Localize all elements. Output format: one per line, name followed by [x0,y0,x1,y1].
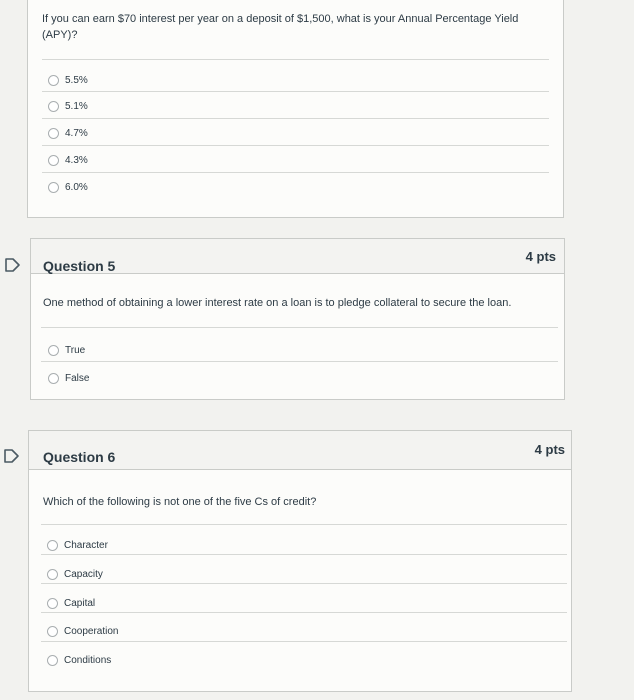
question-6-option-capacity[interactable] [47,569,103,580]
question-points: 4 pts [525,249,556,264]
question-title: Question 5 [43,258,116,274]
question-5-text: One method of obtaining a lower interest rate on a loan is to pledge collateral to secure the loan. [43,297,512,309]
option-label: Character [64,540,108,551]
option-label: 6.0% [65,182,88,193]
question-5-option-true[interactable] [48,345,85,356]
question-6-card [28,430,572,692]
question-4-option-2[interactable] [48,101,88,112]
question-6-option-conditions[interactable] [47,655,111,666]
question-4-divider [42,59,549,60]
radio-button[interactable] [47,655,58,666]
option-divider [41,554,567,555]
radio-button[interactable] [48,155,59,166]
option-label: 5.1% [65,101,88,112]
question-4-card [27,0,564,218]
question-4-option-5[interactable] [48,182,88,193]
question-title: Question 6 [43,449,116,465]
question-6-text: Which of the following is not one of the five Cs of credit? [43,496,317,508]
option-label: Cooperation [64,626,119,637]
option-label: True [65,345,86,356]
radio-button[interactable] [47,626,58,637]
radio-button[interactable] [47,598,58,609]
question-points: 4 pts [534,442,565,457]
question-6-option-character[interactable] [47,540,108,551]
question-5-option-false[interactable] [48,373,89,384]
option-label: 5.5% [65,75,88,86]
option-label: Conditions [64,655,112,666]
question-6-divider [41,524,567,525]
radio-button[interactable] [47,569,58,580]
radio-button[interactable] [48,182,59,193]
flag-icon[interactable] [3,449,21,463]
option-divider [42,145,549,146]
radio-button[interactable] [48,373,59,384]
option-divider [41,612,567,613]
question-5-divider [41,327,558,328]
radio-button[interactable] [47,540,58,551]
option-divider [41,641,567,642]
option-label: Capital [64,598,96,609]
flag-icon[interactable] [4,258,22,272]
question-4-text: If you can earn $70 interest per year on a deposit of $1,500, what is your Annual Percentage Yield (APY)? [42,13,519,41]
option-label: False [65,373,90,384]
option-divider [42,118,549,119]
option-divider [42,172,549,173]
question-6-header [29,431,571,470]
question-5-card [30,238,565,400]
question-4-option-3[interactable] [48,128,88,139]
option-label: 4.3% [65,155,88,166]
option-label: 4.7% [65,128,88,139]
question-6-option-cooperation[interactable] [47,626,118,637]
question-4-option-1[interactable] [48,75,88,86]
radio-button[interactable] [48,101,59,112]
radio-button[interactable] [48,345,59,356]
radio-button[interactable] [48,75,59,86]
question-6-option-capital[interactable] [47,598,95,609]
radio-button[interactable] [48,128,59,139]
option-divider [41,583,567,584]
question-4-option-4[interactable] [48,155,88,166]
option-divider [41,361,558,362]
option-label: Capacity [64,569,103,580]
option-divider [42,91,549,92]
question-5-header [31,239,564,274]
